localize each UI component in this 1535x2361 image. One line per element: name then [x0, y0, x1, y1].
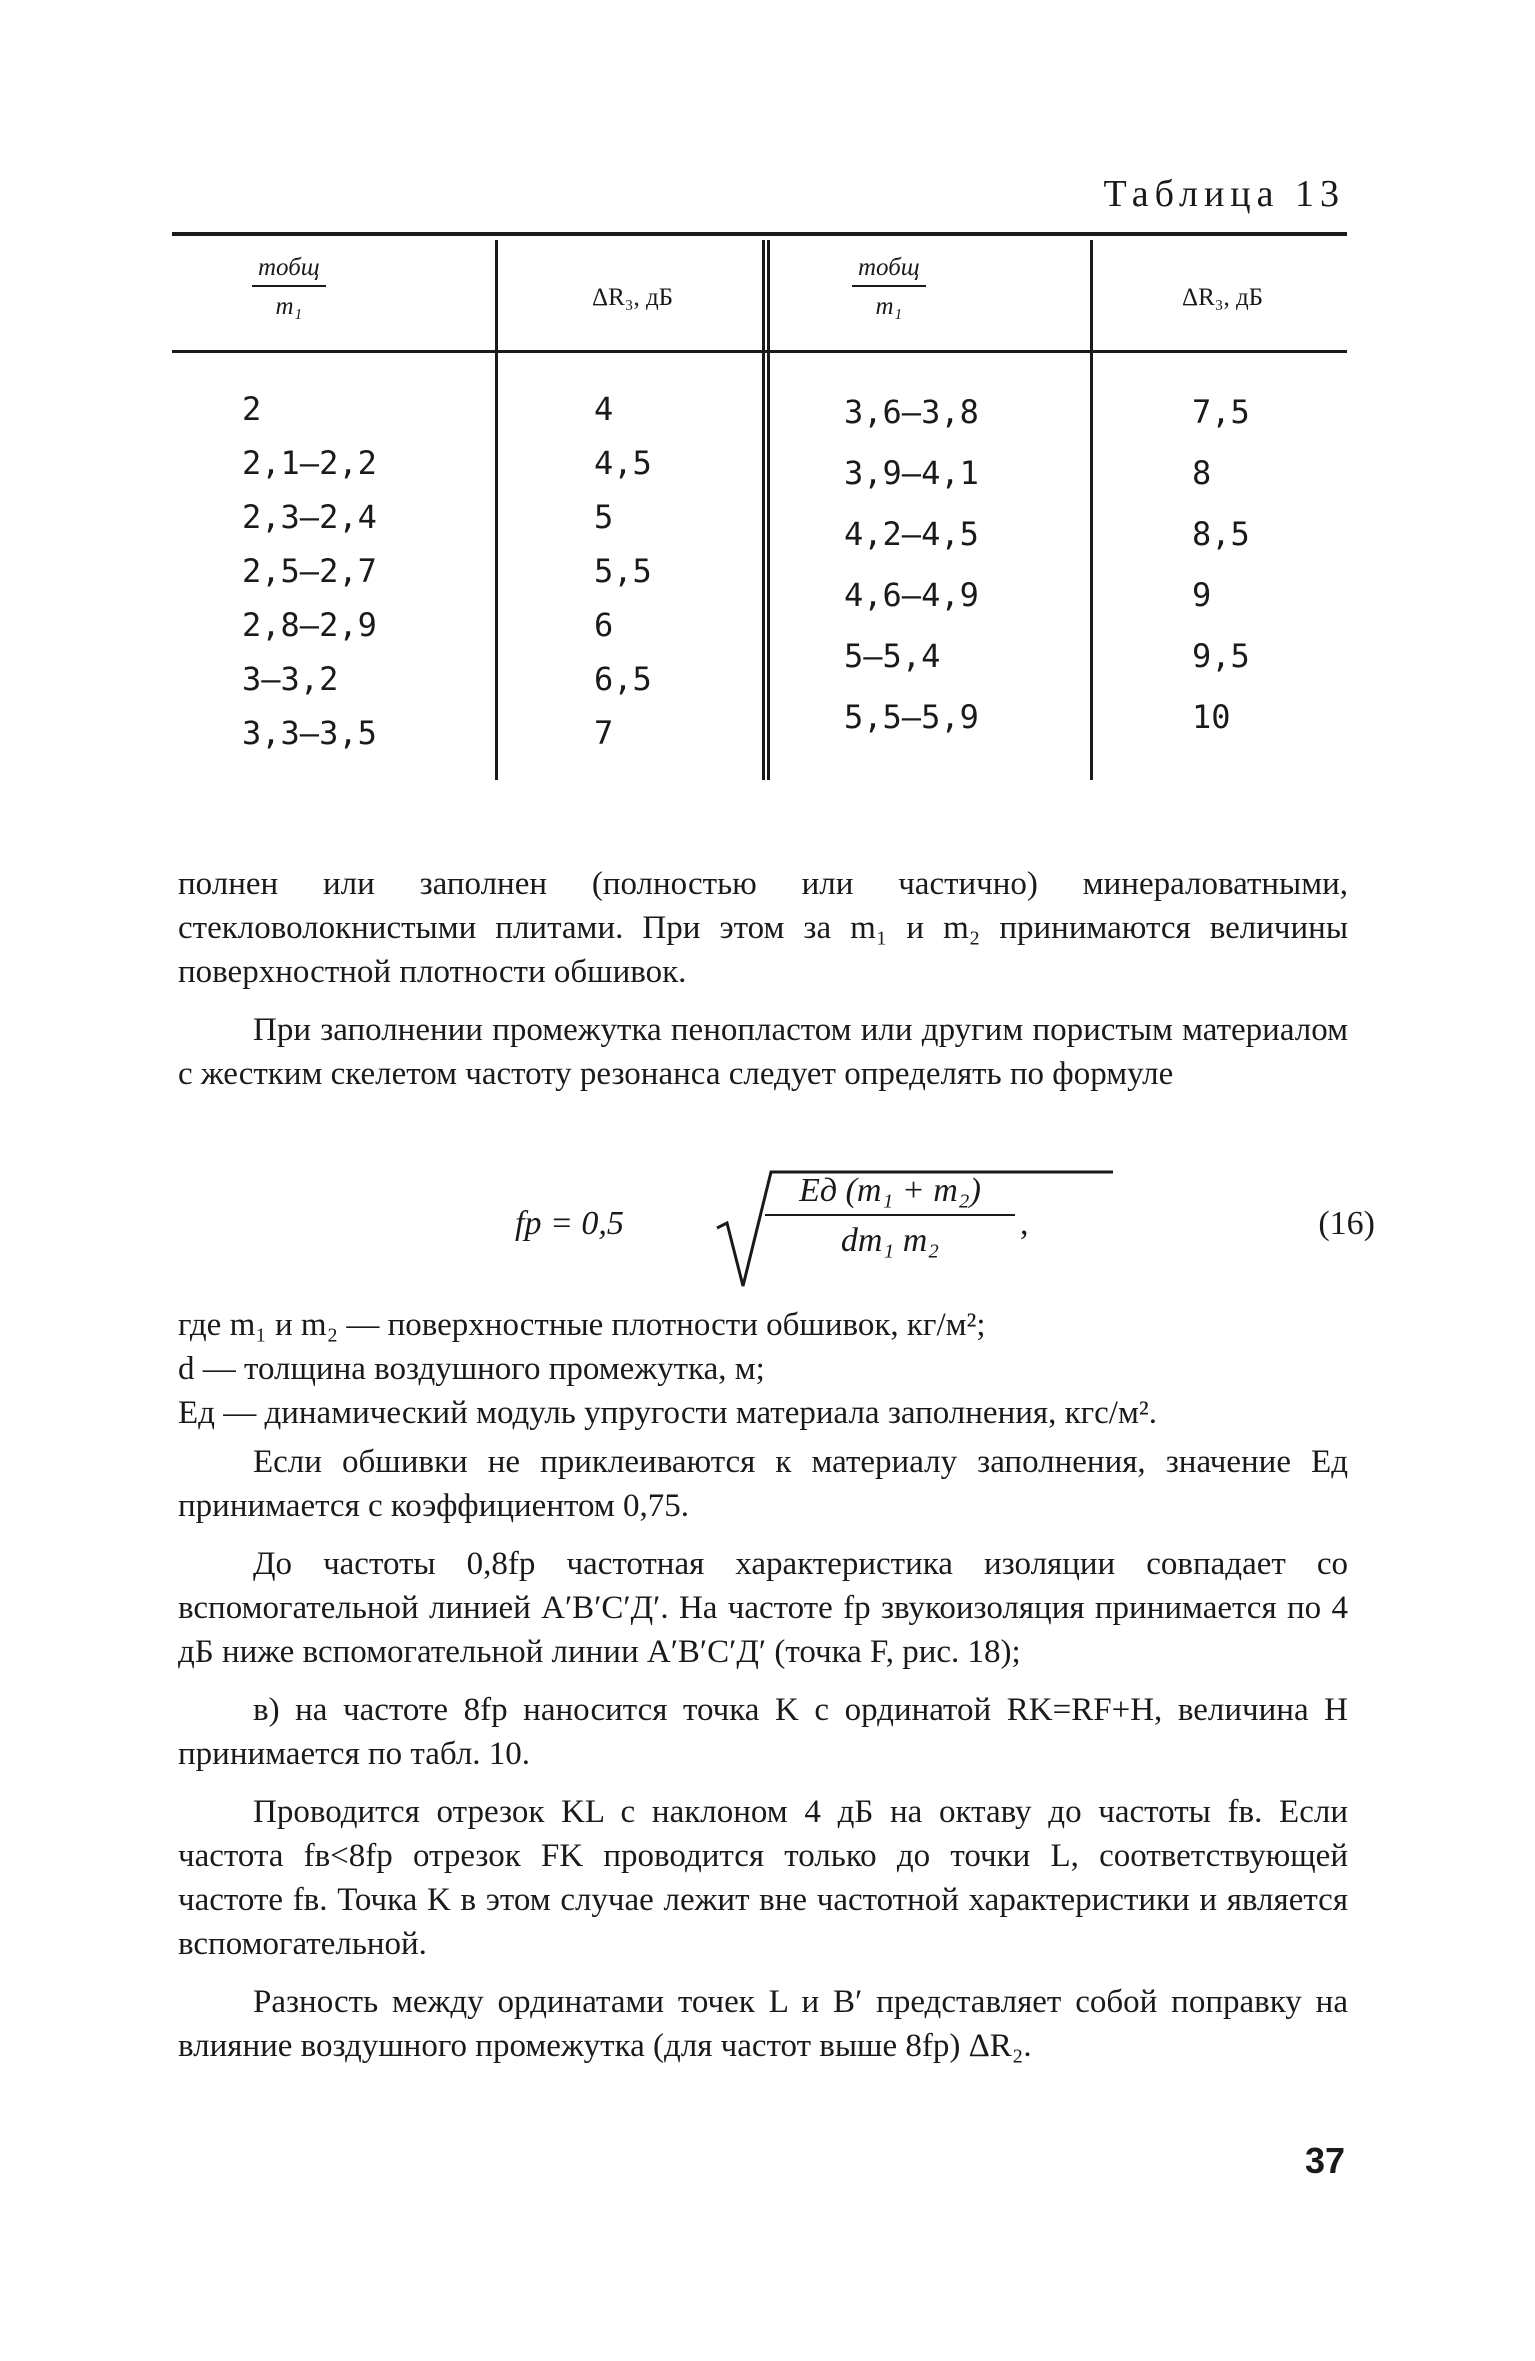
table-cell: 8,5	[1192, 515, 1250, 553]
paragraph: При заполнении промежутка пенопластом или другим пористым материалом с жестким скелетом частоту резонанса следует определять по формуле	[178, 1012, 1348, 1092]
table-cell: 2,5—2,7	[242, 552, 377, 590]
formula-comma: ,	[1020, 1205, 1029, 1242]
header-col4: ΔR₃, дБ	[1182, 284, 1264, 311]
table-cell: 9,5	[1192, 637, 1250, 675]
table-cell: 5,5	[594, 552, 652, 590]
table-cell: 2	[242, 390, 262, 428]
table-top-rule	[172, 232, 1347, 236]
formula-number: (16)	[1318, 1205, 1375, 1242]
table-cell: 4,5	[594, 444, 652, 482]
table-cell: 5—5,4	[844, 637, 941, 675]
formula-definitions	[178, 1303, 1348, 1435]
table-cell: 4	[594, 390, 614, 428]
column-2	[594, 382, 652, 760]
paragraph: Разность между ординатами точек L и B′ представляет собой поправку на влияние воздушного промежутка (для частот выше 8fр) ΔR₂.	[178, 1984, 1348, 2064]
header-col1-numerator: mобщ	[252, 254, 326, 287]
paragraph: До частоты 0,8fр частотная характеристика изоляции совпадает со вспомогательной линией A′B′C′Д′. На частоте fр звукоизоляция принимается по 4 дБ ниже вспомогательной линии A′B′C′Д′ (точка F, рис. 18);	[178, 1546, 1348, 1670]
table-header-rule	[172, 350, 1347, 353]
table-cell: 4,6—4,9	[844, 576, 979, 614]
table-cell: 7,5	[1192, 393, 1250, 431]
table-cell: 3,6—3,8	[844, 393, 979, 431]
table-cell: 9	[1192, 576, 1212, 614]
header-col1-denominator: m₁	[275, 293, 303, 320]
table-caption: Таблица 13	[1103, 173, 1345, 215]
formula-16	[515, 1160, 1375, 1300]
column-4	[1192, 382, 1250, 748]
column-divider	[1090, 240, 1093, 780]
table-cell: 6,5	[594, 660, 652, 698]
table-cell: 5	[594, 498, 614, 536]
table-cell: 10	[1192, 698, 1231, 736]
header-col2: ΔR₃, дБ	[592, 284, 674, 311]
formula-fraction	[765, 1172, 1015, 1260]
definition-line: d — толщина воздушного промежутка, м;	[178, 1351, 765, 1387]
definition-line: Eд — динамический модуль упругости материала заполнения, кгс/м².	[178, 1395, 1157, 1431]
column-divider	[495, 240, 498, 780]
table-cell: 4,2—4,5	[844, 515, 979, 553]
body-text-upper	[178, 862, 1348, 1096]
column-1	[242, 382, 377, 760]
header-col3-denominator: m₁	[875, 293, 903, 320]
formula-left-side: fр = 0,5	[515, 1205, 624, 1242]
table-cell: 6	[594, 606, 614, 644]
table-cell: 5,5—5,9	[844, 698, 979, 736]
body-text-lower	[178, 1440, 1348, 2068]
paragraph: в) на частоте 8fр наносится точка K с ординатой RK=RF+H, величина H принимается по табл. 10.	[178, 1692, 1348, 1772]
paragraph: полнен или заполнен (полностью или частично) минераловатными, стекловолокнистыми плитами. При этом за m₁ и m₂ принимаются величины поверхностной плотности обшивок.	[178, 866, 1348, 990]
paragraph: Если обшивки не приклеиваются к материалу заполнения, значение Eд принимается с коэффициентом 0,75.	[178, 1444, 1348, 1524]
header-col3-numerator: mобщ	[852, 254, 926, 287]
column-divider-double	[762, 240, 770, 780]
paragraph: Проводится отрезок KL с наклоном 4 дБ на октаву до частоты fв. Если частота fв<8fр отрезок FK проводится только до точки L, соответствующей частоте fв. Точка K в этом случае лежит вне частотной характеристики и является вспомогательной.	[178, 1794, 1348, 1962]
formula-numerator: Eд (m₁ + m₂)	[765, 1172, 1015, 1216]
table-cell: 3—3,2	[242, 660, 339, 698]
header-col3	[852, 254, 926, 321]
column-3	[844, 382, 979, 748]
table-cell: 7	[594, 714, 614, 752]
table-cell: 3,9—4,1	[844, 454, 979, 492]
page-number: 37	[1304, 2140, 1345, 2181]
data-table	[172, 232, 1347, 780]
definition-line: где m₁ и m₂ — поверхностные плотности обшивок, кг/м²;	[178, 1307, 986, 1343]
table-cell: 3,3—3,5	[242, 714, 377, 752]
header-col1	[252, 254, 326, 321]
formula-denominator: dm₁ m₂	[840, 1222, 940, 1259]
table-cell: 2,3—2,4	[242, 498, 377, 536]
table-cell: 2,1—2,2	[242, 444, 377, 482]
table-cell: 2,8—2,9	[242, 606, 377, 644]
table-cell: 8	[1192, 454, 1212, 492]
